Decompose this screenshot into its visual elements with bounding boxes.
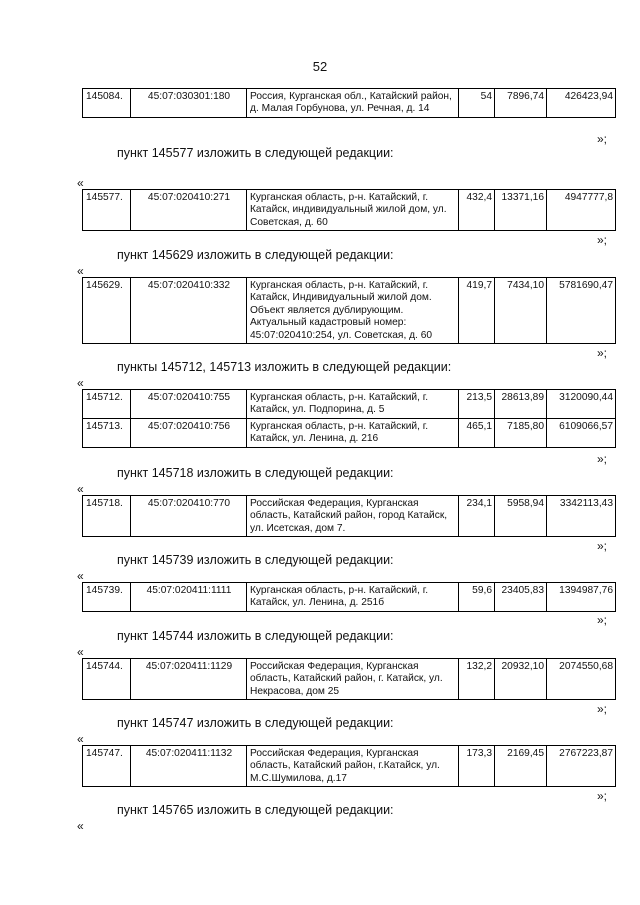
entry-cadastral-value: 4947777,8 <box>547 190 616 231</box>
section-heading: пункт 145744 изложить в следующей редакции: <box>117 629 394 643</box>
entry-area: 419,7 <box>459 278 495 344</box>
entry-specific-value: 7896,74 <box>495 89 547 118</box>
entry-cadastral-value: 2767223,87 <box>547 746 616 787</box>
entry-address: Курганская область, р-н. Катайский, г. Катайск, ул. Ленина, д. 216 <box>247 418 459 447</box>
entry-table-145718 <box>82 495 616 537</box>
entry-cadastral-value: 1394987,76 <box>547 583 616 612</box>
entry-area: 432,4 <box>459 190 495 231</box>
entry-number: 145712. <box>83 390 131 419</box>
entry-number: 145739. <box>83 583 131 612</box>
cadastral-number: 45:07:030301:180 <box>131 89 247 118</box>
entry-specific-value: 5958,94 <box>495 496 547 537</box>
entry-address: Россия, Курганская обл., Катайский район, д. Малая Горбунова, ул. Речная, д. 14 <box>247 89 459 118</box>
entry-specific-value: 23405,83 <box>495 583 547 612</box>
cadastral-number: 45:07:020410:332 <box>131 278 247 344</box>
closing-quote: »; <box>597 132 608 146</box>
entry-table-145629 <box>82 277 616 344</box>
closing-quote: »; <box>597 539 608 553</box>
entry-area: 213,5 <box>459 390 495 419</box>
opening-quote: « <box>77 176 84 190</box>
entry-specific-value: 28613,89 <box>495 390 547 419</box>
opening-quote: « <box>77 732 84 746</box>
entry-table-145577 <box>82 189 616 231</box>
entry-number: 145744. <box>83 659 131 700</box>
section-heading: пункт 145747 изложить в следующей редакции: <box>117 716 394 730</box>
entry-area: 234,1 <box>459 496 495 537</box>
opening-quote: « <box>77 376 84 390</box>
opening-quote: « <box>77 645 84 659</box>
entry-specific-value: 13371,16 <box>495 190 547 231</box>
entry-number: 145084. <box>83 89 131 118</box>
closing-quote: »; <box>597 789 608 803</box>
section-heading: пункт 145739 изложить в следующей редакции: <box>117 553 394 567</box>
entry-table-145084 <box>82 88 616 118</box>
entry-cadastral-value: 426423,94 <box>547 89 616 118</box>
closing-quote: »; <box>597 613 608 627</box>
entry-table-145712-145713 <box>82 389 616 448</box>
cadastral-number: 45:07:020410:756 <box>131 418 247 447</box>
section-heading: пункт 145629 изложить в следующей редакции: <box>117 248 394 262</box>
entry-table-145739 <box>82 582 616 612</box>
entry-table-145747 <box>82 745 616 787</box>
entry-area: 132,2 <box>459 659 495 700</box>
closing-quote: »; <box>597 233 608 247</box>
opening-quote: « <box>77 819 84 833</box>
entry-specific-value: 7185,80 <box>495 418 547 447</box>
entry-cadastral-value: 6109066,57 <box>547 418 616 447</box>
table-row <box>83 190 616 231</box>
table-row <box>83 496 616 537</box>
table-row <box>83 390 616 419</box>
entry-address: Российская Федерация, Курганская область, Катайский район, г. Катайск, ул. Некрасова, дом 25 <box>247 659 459 700</box>
opening-quote: « <box>77 264 84 278</box>
entry-table-145744 <box>82 658 616 700</box>
entry-number: 145747. <box>83 746 131 787</box>
entry-cadastral-value: 5781690,47 <box>547 278 616 344</box>
cadastral-number: 45:07:020410:755 <box>131 390 247 419</box>
entry-area: 54 <box>459 89 495 118</box>
entry-specific-value: 2169,45 <box>495 746 547 787</box>
section-heading: пункт 145765 изложить в следующей редакции: <box>117 803 394 817</box>
entry-number: 145718. <box>83 496 131 537</box>
entry-address: Курганская область, р-н. Катайский, г. Катайск, индивидуальный жилой дом, ул. Советская, д. 60 <box>247 190 459 231</box>
entry-cadastral-value: 2074550,68 <box>547 659 616 700</box>
entry-area: 59,6 <box>459 583 495 612</box>
entry-address: Российская Федерация, Курганская область, Катайский район, г.Катайск, ул. М.С.Шумилова, д.17 <box>247 746 459 787</box>
opening-quote: « <box>77 569 84 583</box>
opening-quote: « <box>77 482 84 496</box>
closing-quote: »; <box>597 452 608 466</box>
entry-area: 465,1 <box>459 418 495 447</box>
entry-cadastral-value: 3120090,44 <box>547 390 616 419</box>
closing-quote: »; <box>597 702 608 716</box>
entry-cadastral-value: 3342113,43 <box>547 496 616 537</box>
cadastral-number: 45:07:020410:271 <box>131 190 247 231</box>
entry-address: Российская Федерация, Курганская область, Катайский район, город Катайск, ул. Исетская, дом 7. <box>247 496 459 537</box>
entry-address: Курганская область, р-н. Катайский, г. Катайск, ул. Ленина, д. 251б <box>247 583 459 612</box>
entry-specific-value: 20932,10 <box>495 659 547 700</box>
entry-address: Курганская область, р-н. Катайский, г. Катайск, ул. Подпорина, д. 5 <box>247 390 459 419</box>
table-row <box>83 89 616 118</box>
entry-specific-value: 7434,10 <box>495 278 547 344</box>
cadastral-number: 45:07:020411:1129 <box>131 659 247 700</box>
table-row <box>83 746 616 787</box>
page-number: 52 <box>312 59 328 74</box>
cadastral-number: 45:07:020410:770 <box>131 496 247 537</box>
entry-area: 173,3 <box>459 746 495 787</box>
section-heading: пункты 145712, 145713 изложить в следующей редакции: <box>117 360 452 374</box>
entry-address: Курганская область, р-н. Катайский, г. Катайск, Индивидуальный жилой дом. Объект является дублирующим. Актуальный кадастровый номер: 45:07:020410:254, ул. Советская, д. 60 <box>247 278 459 344</box>
closing-quote: »; <box>597 346 608 360</box>
table-row <box>83 659 616 700</box>
entry-number: 145713. <box>83 418 131 447</box>
table-row <box>83 278 616 344</box>
cadastral-number: 45:07:020411:1132 <box>131 746 247 787</box>
table-row <box>83 583 616 612</box>
section-heading: пункт 145577 изложить в следующей редакции: <box>117 146 394 160</box>
entry-number: 145629. <box>83 278 131 344</box>
cadastral-number: 45:07:020411:1111 <box>131 583 247 612</box>
table-row <box>83 418 616 447</box>
section-heading: пункт 145718 изложить в следующей редакции: <box>117 466 394 480</box>
entry-number: 145577. <box>83 190 131 231</box>
